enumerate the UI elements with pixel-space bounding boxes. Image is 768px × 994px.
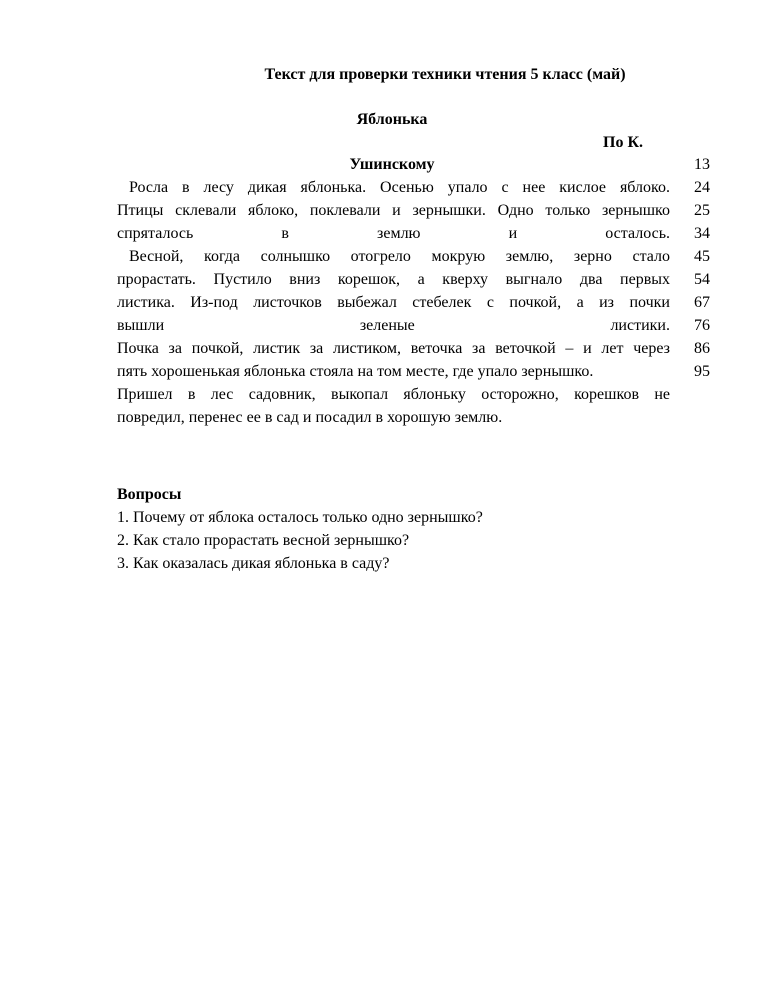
question-item: 3. Как оказалась дикая яблонька в саду? — [117, 555, 390, 572]
word: спряталось — [117, 225, 194, 242]
word-count: 67 — [694, 294, 710, 311]
text-line: Пришел в лес садовник, выкопал яблоньку осторожно, корешков не — [117, 386, 670, 403]
word-count: 45 — [694, 248, 710, 265]
text-line: пять хорошенькая яблонька стояла на том месте, где упало зернышко. — [117, 363, 594, 380]
text-line: Весной, когда солнышко отогрело мокрую землю, зерно стало — [129, 248, 670, 265]
word: в — [281, 225, 289, 242]
author-line-2: Ушинскому — [349, 156, 435, 173]
word-count: 34 — [694, 225, 710, 242]
word-count: 13 — [694, 156, 710, 173]
word-count: 54 — [694, 271, 710, 288]
story-title: Яблонька — [356, 111, 428, 128]
word: вышли — [117, 317, 165, 334]
text-line: Почка за почкой, листик за листиком, веточка за веточкой – и лет через — [117, 340, 670, 357]
text-line-spread — [117, 314, 670, 337]
text-line: Росла в лесу дикая яблонька. Осенью упало с нее кислое яблоко. — [129, 179, 670, 196]
word-count: 95 — [694, 363, 710, 380]
text-line: Птицы склевали яблоко, поклевали и зернышки. Одно только зернышко — [117, 202, 670, 219]
word: землю — [377, 225, 421, 242]
questions-title: Вопросы — [117, 486, 182, 503]
word-count: 25 — [694, 202, 710, 219]
questions-section — [117, 483, 483, 575]
word-count: 76 — [694, 317, 710, 334]
question-item: 1. Почему от яблока осталось только одно зернышко? — [117, 509, 483, 526]
question-item: 2. Как стало прорастать весной зернышко? — [117, 532, 410, 549]
story-body — [117, 176, 670, 429]
text-line: листика. Из-под листочков выбежал стебелек с почкой, а из почки — [117, 294, 670, 311]
text-line: повредил, перенес ее в сад и посадил в хорошую землю. — [117, 409, 503, 426]
document-title: Текст для проверки техники чтения 5 класс (май) — [264, 66, 626, 83]
text-line: прорастать. Пустило вниз корешок, а кверху выгнало два первых — [117, 271, 670, 288]
word: зеленые — [359, 317, 415, 334]
word: осталось. — [605, 225, 670, 242]
word: и — [508, 225, 518, 242]
text-line-spread — [117, 222, 670, 245]
word-count: 24 — [694, 179, 710, 196]
word-count-column — [686, 153, 710, 383]
word: листики. — [610, 317, 670, 334]
word-count: 86 — [694, 340, 710, 357]
author-line-1: По К. — [603, 134, 644, 151]
